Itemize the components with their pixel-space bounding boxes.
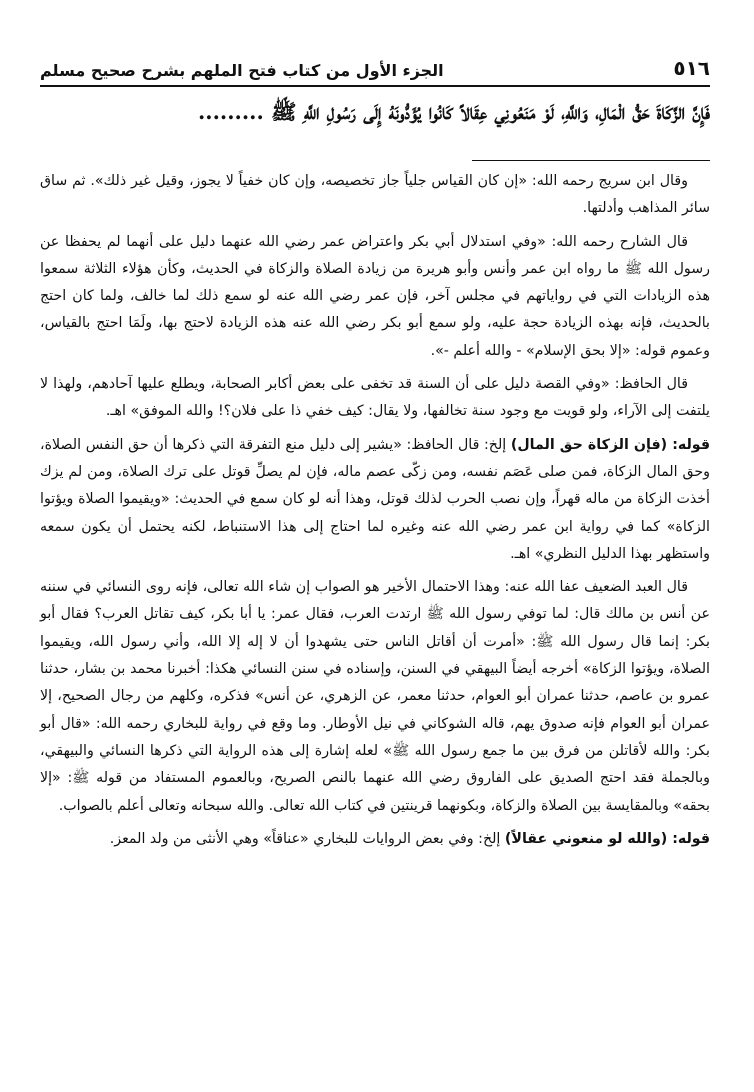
commentary-body [40, 168, 710, 859]
paragraph [40, 574, 710, 820]
book-title: الجزء الأول من كتاب فتح الملهم بشرح صحيح مسلم [40, 61, 444, 80]
paragraph [40, 826, 710, 853]
paragraph-text: وقال ابن سريج رحمه الله: «إن كان القياس جلياً جاز تخصيصه، وإن كان خفياً لا يجوز، وقيل غير ذلك». ثم ساق سائر المذاهب وأدلتها. [40, 173, 710, 217]
paragraph-text: قال الحافظ: «وفي القصة دليل على أن السنة قد تخفى على بعض أكابر الصحابة، ويطلع عليها آحادهم، ولهذا لا يلتفت إلى الآراء، ولو قويت مع وجود سنة تخالفها، ولا يقال: كيف خفي ذا على فلان؟! والله الموفق» اهـ. [40, 376, 710, 420]
paragraph-lead: قوله: (والله لو منعوني عقالاً) [504, 830, 710, 847]
hadith-text: فَإِنَّ الزَّكَاةَ حَقُّ الْمَالِ، وَاللَّهِ، لَوْ مَنَعُونِي عِقَالاً كَانُوا يُؤَدُّونَهُ إِلَى رَسُولِ اللَّهِ ﷺ ......... [197, 99, 710, 124]
footnote-separator [472, 160, 710, 161]
paragraph-text: قال العبد الضعيف عفا الله عنه: وهذا الاحتمال الأخير هو الصواب إن شاء الله تعالى، فإنه روى النسائي في سننه عن أنس بن مالك قال: لما توفي رسول الله ﷺ ارتدت العرب، فقال عمر: يا أبا بكر، كيف تقاتل العرب؟ فقال أبو بكر: إنما قال رسول الله ﷺ: «أمرت أن أقاتل الناس حتى يشهدوا أن لا إله إلا الله، وأني رسول الله، ويقيموا الصلاة، ويؤتوا الزكاة» أخرجه أيضاً البيهقي في السنن، وإسناده في سنن النسائي هكذا: أخبرنا محمد بن بشار، حدثنا عمرو بن عاصم، حدثنا عمران أبو العوام، حدثنا معمر، عن الزهري، عن أنس» فذكره، وكلهم من رجال الصحيح، إلا عمران أبو العوام فإنه صدوق يهم، قاله الشوكاني في نيل الأوطار. وما وقع في رواية للبخاري رحمه الله: «قال أبو بكر: والله لأقاتلن من فرق بين ما جمع رسول الله ﷺ» لعله إشارة إلى هذه الرواية التي ذكرها النسائي والبيهقي، وبالجملة فقد احتج الصديق على الفاروق رضي الله عنهما بالنص الصريح، وبالعموم المستفاد من قوله ﷺ: «إلا بحقه» وبالمقايسة بين الصلاة والزكاة، وبكونهما قرينتين في كتاب الله تعالى. والله سبحانه وتعالى أعلم بالصواب. [40, 579, 710, 814]
paragraph [40, 371, 710, 426]
paragraph-text: إلخ: وفي بعض الروايات للبخاري «عناقاً» وهي الأنثى من ولد المعز. [109, 830, 505, 847]
paragraph [40, 168, 710, 223]
paragraph [40, 432, 710, 568]
paragraph [40, 229, 710, 365]
paragraph-text: إلخ: قال الحافظ: «يشير إلى دليل منع التفرقة التي ذكرها أن حق النفس الصلاة، وحق المال الزكاة، فمن صلى عَصَم نفسه، ومن زكّى عصم ماله، فإن لم يصلِّ قوتل على ترك الصلاة، ومن لم يزك أخذت الزكاة من ماله قهراً، وإن نصب الحرب لذلك قوتل، وهذا أنه لو كان سمع في الحديث: «ويقيموا الصلاة ويؤتوا الزكاة» كما في رواية ابن عمر رضي الله عنه وغيره لما احتاج إلى هذا الاستنباط، لكنه يحتمل أن يكون سمعه واستظهر بهذا الدليل النظري» اهـ. [40, 436, 710, 562]
running-header [40, 44, 710, 87]
paragraph-text: قال الشارح رحمه الله: «وفي استدلال أبي بكر واعتراض عمر رضي الله عنهما دليل على أنهما لم يحفظا عن رسول الله ﷺ ما رواه ابن عمر وأنس وأبو هريرة من زيادة الصلاة والزكاة في الحديث، وكأن هؤلاء الثلاثة سمعوا هذه الزيادات التي في رواياتهم في مجلس آخر، فإن عمر رضي الله عنه لو سمع ذلك لما خالف، ولما كان احتج بالحديث، فإنه بهذه الزيادة حجة عليه، ولو سمع أبو بكر رضي الله عنه هذه الزيادة لاحتج بها، ولَمَا احتج بالقياس، وعموم قوله: «إلا بحق الإسلام» - والله أعلم -». [40, 233, 710, 359]
page-number: ٥١٦ [673, 56, 710, 80]
paragraph-lead: قوله: (فإن الزكاة حق المال) [510, 436, 710, 453]
